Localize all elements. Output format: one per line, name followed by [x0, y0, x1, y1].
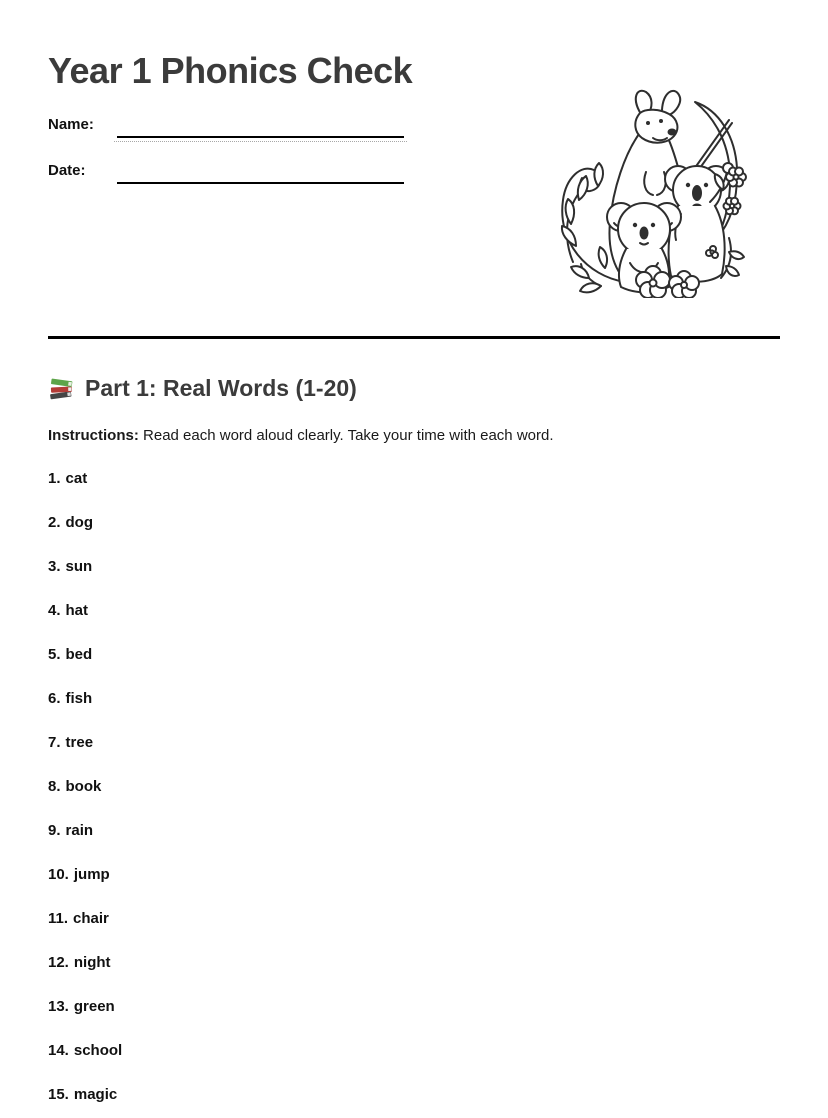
word-text: night	[73, 954, 111, 971]
word-text: rain	[65, 822, 94, 839]
word-text: cat	[65, 470, 88, 487]
word-text: tree	[65, 734, 94, 751]
word-number: 8.	[48, 778, 61, 795]
word-item	[48, 1085, 780, 1104]
word-number: 12.	[48, 954, 69, 971]
instructions	[48, 426, 780, 445]
word-item	[48, 557, 780, 576]
word-number: 3.	[48, 558, 61, 575]
word-text: hat	[65, 602, 89, 619]
word-number: 2.	[48, 514, 61, 531]
page-title: Year 1 Phonics Check	[48, 50, 413, 91]
word-text: school	[73, 1042, 123, 1059]
word-text: chair	[73, 910, 109, 927]
word-number: 14.	[48, 1042, 69, 1059]
part1-heading	[48, 373, 780, 403]
word-text: green	[73, 998, 115, 1015]
name-line-shadow	[114, 141, 407, 142]
word-item	[48, 821, 780, 840]
name-label: Name:	[48, 116, 94, 133]
word-item	[48, 513, 780, 532]
word-item	[48, 733, 780, 752]
word-item	[48, 953, 780, 972]
word-item	[48, 469, 780, 488]
word-text: bed	[65, 646, 93, 663]
date-line	[117, 164, 404, 184]
word-item	[48, 909, 780, 928]
word-text: sun	[65, 558, 93, 575]
books-icon	[48, 375, 75, 402]
word-item	[48, 777, 780, 796]
word-text: book	[65, 778, 102, 795]
word-number: 9.	[48, 822, 61, 839]
word-number: 1.	[48, 470, 61, 487]
word-number: 15.	[48, 1086, 69, 1103]
word-text: jump	[73, 866, 110, 883]
word-number: 11.	[48, 910, 69, 927]
word-item	[48, 865, 780, 884]
word-number: 10.	[48, 866, 69, 883]
word-text: dog	[65, 514, 94, 531]
word-number: 13.	[48, 998, 69, 1015]
word-item	[48, 997, 780, 1016]
word-number: 5.	[48, 646, 61, 663]
part1-heading-text: Part 1: Real Words (1-20)	[85, 375, 357, 401]
word-text: fish	[65, 690, 93, 707]
word-text: magic	[73, 1086, 118, 1103]
word-number: 6.	[48, 690, 61, 707]
word-item	[48, 601, 780, 620]
date-label: Date:	[48, 162, 86, 179]
word-item	[48, 645, 780, 664]
word-number: 4.	[48, 602, 61, 619]
word-number: 7.	[48, 734, 61, 751]
instructions-text: Read each word aloud clearly. Take your time with each word.	[143, 427, 554, 444]
word-item	[48, 1041, 780, 1060]
kangaroo-koala-illustration	[543, 86, 750, 298]
word-item	[48, 689, 780, 708]
name-line	[117, 118, 404, 138]
instructions-label: Instructions:	[48, 427, 139, 444]
section-divider	[48, 336, 780, 339]
word-list	[48, 469, 780, 1104]
